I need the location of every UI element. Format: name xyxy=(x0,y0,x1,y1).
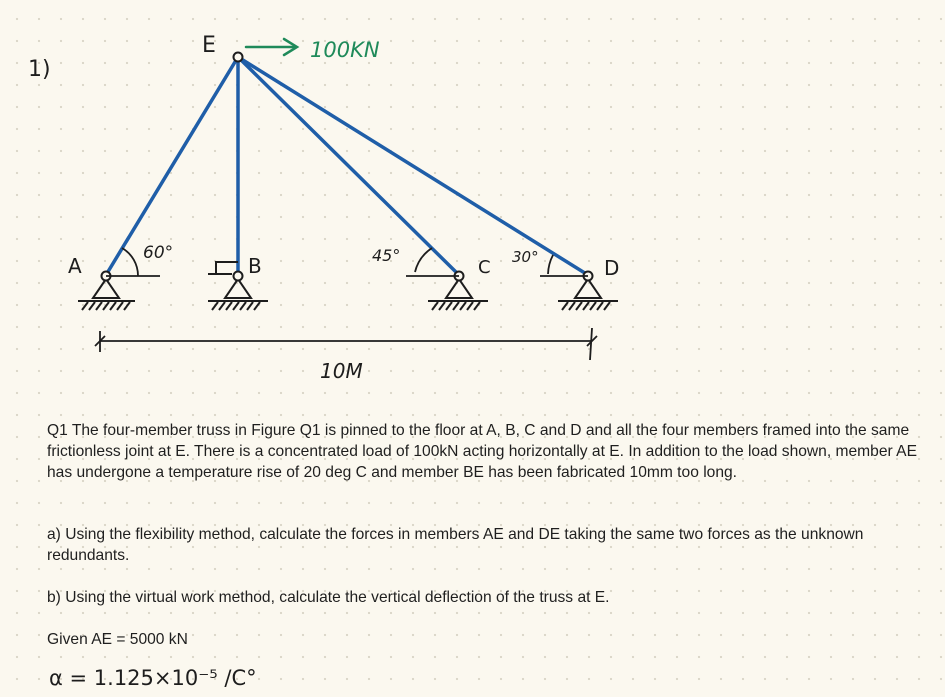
angle-a: 60° xyxy=(143,243,174,263)
angle-arc-d xyxy=(548,255,553,274)
member-ce xyxy=(238,57,459,275)
support-a xyxy=(78,279,135,310)
load-arrow xyxy=(246,39,297,55)
problem-number: 1) xyxy=(28,57,51,82)
angle-arc-c xyxy=(415,248,432,272)
question-q1: Q1 The four-member truss in Figure Q1 is pinned to the floor at A, B, C and D and all the four members framed into the same frictionless joint at E. There is a concentrated load of 100kN acting horizontally at E. In addition to the load shown, member AE has undergone a temperature rise of 20 deg C and member BE has been fabricated 10mm too long. xyxy=(47,422,917,481)
span-label: 10M xyxy=(320,359,363,383)
alpha-text: α = 1.125×10⁻⁵ /C° xyxy=(49,666,257,690)
question-part-a: a) Using the flexibility method, calculate the forces in members AE and DE taking the same two forces as the unknown redundants. xyxy=(47,526,864,564)
load-label: 100KN xyxy=(310,38,380,62)
member-de xyxy=(238,57,588,275)
truss-members xyxy=(106,57,588,275)
label-e: E xyxy=(202,33,216,58)
question-part-b: b) Using the virtual work method, calculate the vertical deflection of the truss at E. xyxy=(47,589,610,606)
support-c xyxy=(428,279,488,310)
support-d xyxy=(558,279,618,310)
angle-arc-a xyxy=(122,248,138,276)
joint-b xyxy=(234,272,243,281)
given-ae: Given AE = 5000 kN xyxy=(47,631,188,648)
angle-d: 30° xyxy=(512,248,539,266)
angle-c: 45° xyxy=(372,246,401,265)
label-a: A xyxy=(68,254,82,278)
label-d: D xyxy=(604,256,620,280)
label-c: C xyxy=(478,257,491,278)
span-dimension xyxy=(95,328,597,360)
joint-e xyxy=(234,53,243,62)
alpha-annotation xyxy=(47,660,347,694)
label-b: B xyxy=(248,254,262,278)
